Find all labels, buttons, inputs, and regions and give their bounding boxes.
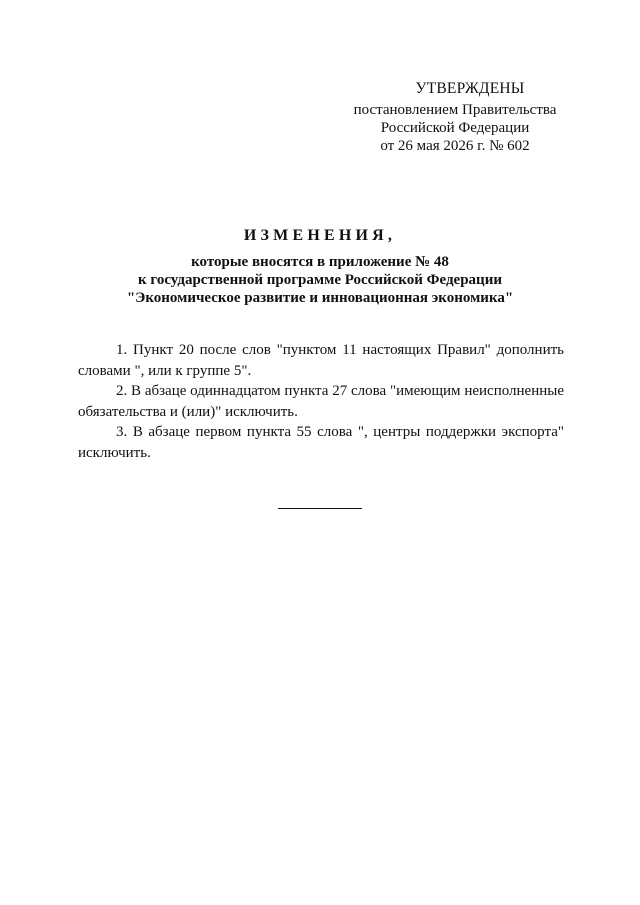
amendment-item-2: 2. В абзаце одиннадцатом пункта 27 слова "имеющим неисполненные обязательства и (или)" исключить. (78, 383, 564, 420)
title-line-2: к государственной программе Российской Федерации (138, 272, 502, 288)
approved-heading: УТВЕРЖДЕНЫ (415, 80, 525, 97)
amendments-list (78, 340, 564, 463)
approval-stamp (330, 80, 580, 155)
title-main: ИЗМЕНЕНИЯ, (243, 227, 397, 244)
end-divider (278, 508, 362, 509)
approval-line-3: от 26 мая 2026 г. № 602 (380, 138, 530, 154)
title-line-3: "Экономическое развитие и инновационная экономика" (126, 290, 514, 306)
approval-line-1: постановлением Правительства (353, 102, 557, 118)
title-line-1: которые вносятся в приложение № 48 (191, 254, 449, 270)
amendment-item-3: 3. В абзаце первом пункта 55 слова ", центры поддержки экспорта" исключить. (78, 424, 564, 461)
document-title (60, 226, 580, 307)
amendment-item-1: 1. Пункт 20 после слов "пунктом 11 настоящих Правил" дополнить словами ", или к группе 5". (78, 342, 564, 379)
approval-line-2: Российской Федерации (380, 120, 530, 136)
